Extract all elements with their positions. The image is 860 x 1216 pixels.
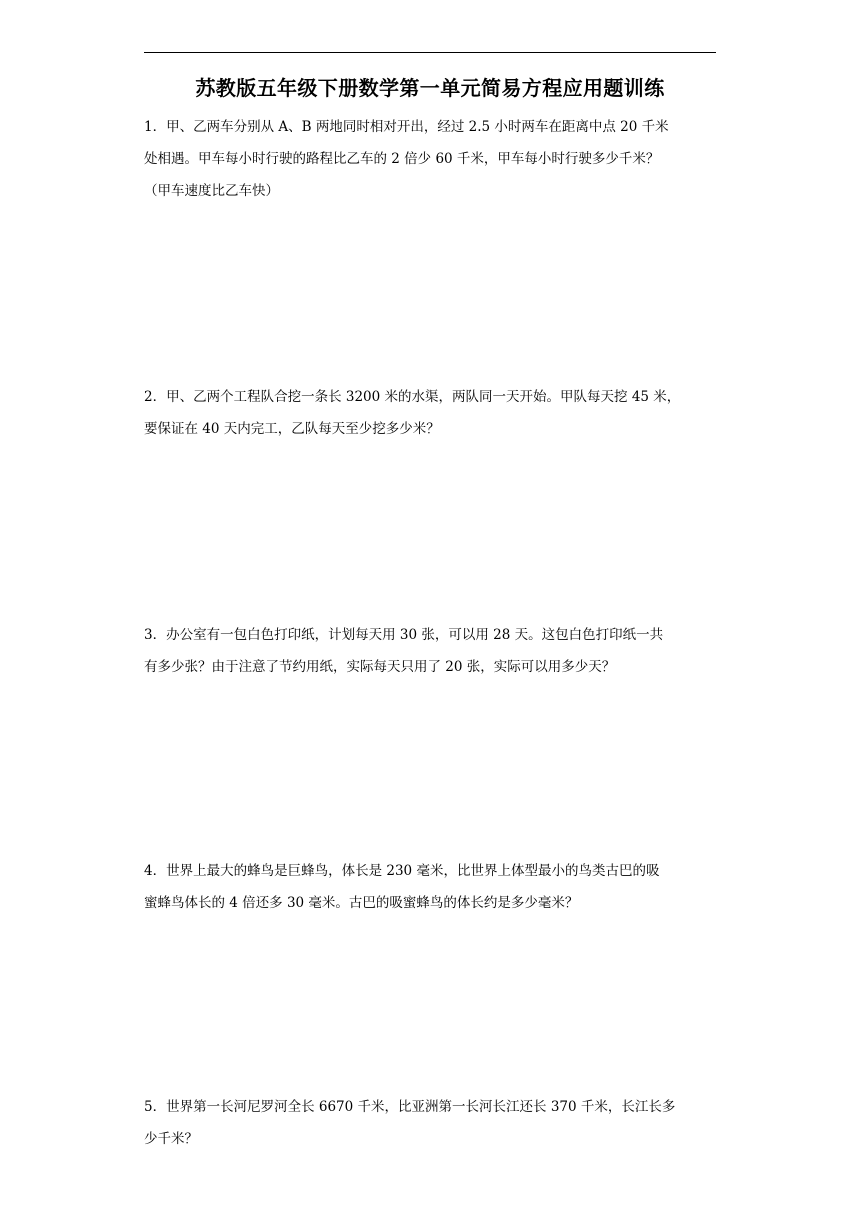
question-2 xyxy=(144,381,718,445)
question-3 xyxy=(144,619,718,683)
question-4-line-2: 蜜蜂鸟体长的 4 倍还多 30 毫米。古巴的吸蜜蜂鸟的体长约是多少毫米？ xyxy=(144,895,579,911)
question-1-line-3: （甲车速度比乙车快） xyxy=(144,183,279,199)
question-2-line-2: 要保证在 40 天内完工，乙队每天至少挖多少米？ xyxy=(144,421,440,437)
question-1-line-1: 1．甲、乙两车分别从 A、B 两地同时相对开出，经过 2.5 小时两车在距离中点 20 千米 xyxy=(144,119,669,135)
question-5-line-2: 少千米？ xyxy=(144,1131,198,1147)
header-rule xyxy=(144,52,716,53)
question-4 xyxy=(144,855,718,919)
question-1-line-2: 处相遇。甲车每小时行驶的路程比乙车的 2 倍少 60 千米，甲车每小时行驶多少千米？ xyxy=(144,151,660,167)
question-1 xyxy=(144,111,718,207)
question-4-line-1: 4．世界上最大的蜂鸟是巨蜂鸟，体长是 230 毫米，比世界上体型最小的鸟类古巴的吸 xyxy=(144,863,660,879)
question-3-line-1: 3．办公室有一包白色打印纸，计划每天用 30 张，可以用 28 天。这包白色打印纸一共 xyxy=(144,627,664,643)
question-3-line-2: 有多少张？由于注意了节约用纸，实际每天只用了 20 张，实际可以用多少天？ xyxy=(144,659,616,675)
document-title: 苏教版五年级下册数学第一单元简易方程应用题训练 xyxy=(195,76,665,100)
question-5 xyxy=(144,1091,718,1155)
question-5-line-1: 5．世界第一长河尼罗河全长 6670 千米，比亚洲第一长河长江还长 370 千米，长江长多 xyxy=(144,1099,676,1115)
question-2-line-1: 2．甲、乙两个工程队合挖一条长 3200 米的水渠，两队同一天开始。甲队每天挖 45 米， xyxy=(144,389,681,405)
